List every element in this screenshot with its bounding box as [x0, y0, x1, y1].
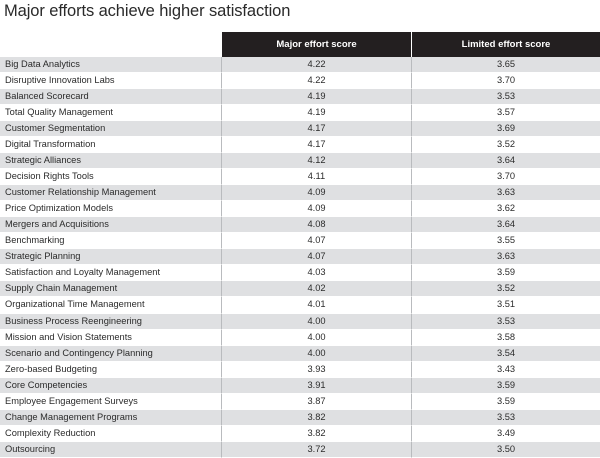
limited-effort-score-cell: 3.57 — [411, 105, 600, 121]
tool-name-cell: Total Quality Management — [0, 105, 221, 121]
table-row — [0, 281, 600, 297]
major-effort-score-cell: 4.00 — [221, 330, 411, 346]
major-effort-score-cell: 4.19 — [221, 89, 411, 105]
major-effort-score-cell: 4.08 — [221, 217, 411, 233]
tool-name-cell: Complexity Reduction — [0, 426, 221, 442]
major-effort-score-cell: 3.72 — [221, 442, 411, 458]
major-effort-score-cell: 4.03 — [221, 265, 411, 281]
header-row — [0, 32, 600, 57]
major-effort-score-cell: 4.17 — [221, 121, 411, 137]
limited-effort-score-cell: 3.43 — [411, 362, 600, 378]
tool-name-cell: Organizational Time Management — [0, 297, 221, 313]
limited-effort-score-cell: 3.64 — [411, 153, 600, 169]
table-row — [0, 89, 600, 105]
table-row — [0, 297, 600, 313]
table-row — [0, 217, 600, 233]
table-row — [0, 185, 600, 201]
major-effort-score-cell: 3.91 — [221, 378, 411, 394]
major-effort-score-cell: 4.07 — [221, 233, 411, 249]
major-effort-score-cell: 3.82 — [221, 410, 411, 426]
tool-name-cell: Decision Rights Tools — [0, 169, 221, 185]
tool-name-cell: Customer Segmentation — [0, 121, 221, 137]
tool-name-cell: Outsourcing — [0, 442, 221, 458]
major-effort-score-cell: 4.11 — [221, 169, 411, 185]
major-effort-score-cell: 4.01 — [221, 297, 411, 313]
tool-name-cell: Satisfaction and Loyalty Management — [0, 265, 221, 281]
tool-name-cell: Supply Chain Management — [0, 281, 221, 297]
limited-effort-score-cell: 3.69 — [411, 121, 600, 137]
header-limited-effort: Limited effort score — [411, 32, 600, 57]
limited-effort-score-cell: 3.53 — [411, 89, 600, 105]
major-effort-score-cell: 4.00 — [221, 314, 411, 330]
tool-name-cell: Strategic Planning — [0, 249, 221, 265]
tool-name-cell: Zero-based Budgeting — [0, 362, 221, 378]
table-row — [0, 201, 600, 217]
major-effort-score-cell: 4.19 — [221, 105, 411, 121]
limited-effort-score-cell: 3.62 — [411, 201, 600, 217]
table-row — [0, 346, 600, 362]
limited-effort-score-cell: 3.54 — [411, 346, 600, 362]
table-row — [0, 265, 600, 281]
limited-effort-score-cell: 3.64 — [411, 217, 600, 233]
limited-effort-score-cell: 3.50 — [411, 442, 600, 458]
limited-effort-score-cell: 3.53 — [411, 410, 600, 426]
limited-effort-score-cell: 3.63 — [411, 185, 600, 201]
tool-name-cell: Benchmarking — [0, 233, 221, 249]
limited-effort-score-cell: 3.59 — [411, 378, 600, 394]
major-effort-score-cell: 4.22 — [221, 73, 411, 89]
table-row — [0, 314, 600, 330]
table-row — [0, 121, 600, 137]
major-effort-score-cell: 3.87 — [221, 394, 411, 410]
header-major-effort: Major effort score — [221, 32, 411, 57]
major-effort-score-cell: 4.07 — [221, 249, 411, 265]
limited-effort-score-cell: 3.70 — [411, 73, 600, 89]
limited-effort-score-cell: 3.51 — [411, 297, 600, 313]
scores-table — [0, 32, 600, 458]
tool-name-cell: Customer Relationship Management — [0, 185, 221, 201]
tool-name-cell: Employee Engagement Surveys — [0, 394, 221, 410]
limited-effort-score-cell: 3.59 — [411, 394, 600, 410]
major-effort-score-cell: 4.09 — [221, 185, 411, 201]
tool-name-cell: Price Optimization Models — [0, 201, 221, 217]
tool-name-cell: Change Management Programs — [0, 410, 221, 426]
tool-name-cell: Big Data Analytics — [0, 57, 221, 73]
tool-name-cell: Core Competencies — [0, 378, 221, 394]
major-effort-score-cell: 4.12 — [221, 153, 411, 169]
chart-title: Major efforts achieve higher satisfaction — [4, 2, 291, 20]
table-row — [0, 57, 600, 73]
major-effort-score-cell: 3.82 — [221, 426, 411, 442]
limited-effort-score-cell: 3.63 — [411, 249, 600, 265]
limited-effort-score-cell: 3.52 — [411, 137, 600, 153]
table-row — [0, 233, 600, 249]
tool-name-cell: Strategic Alliances — [0, 153, 221, 169]
table-row — [0, 249, 600, 265]
table-row — [0, 378, 600, 394]
limited-effort-score-cell: 3.52 — [411, 281, 600, 297]
table-row — [0, 169, 600, 185]
tool-name-cell: Scenario and Contingency Planning — [0, 346, 221, 362]
tool-name-cell: Digital Transformation — [0, 137, 221, 153]
header-blank-cell — [0, 32, 221, 57]
table-body — [0, 57, 600, 458]
tool-name-cell: Mission and Vision Statements — [0, 330, 221, 346]
tool-name-cell: Disruptive Innovation Labs — [0, 73, 221, 89]
major-effort-score-cell: 4.02 — [221, 281, 411, 297]
limited-effort-score-cell: 3.59 — [411, 265, 600, 281]
table-row — [0, 153, 600, 169]
table-row — [0, 105, 600, 121]
limited-effort-score-cell: 3.49 — [411, 426, 600, 442]
limited-effort-score-cell: 3.65 — [411, 57, 600, 73]
table-row — [0, 426, 600, 442]
table-row — [0, 362, 600, 378]
tool-name-cell: Balanced Scorecard — [0, 89, 221, 105]
table-row — [0, 73, 600, 89]
major-effort-score-cell: 4.09 — [221, 201, 411, 217]
limited-effort-score-cell: 3.58 — [411, 330, 600, 346]
limited-effort-score-cell: 3.55 — [411, 233, 600, 249]
limited-effort-score-cell: 3.53 — [411, 314, 600, 330]
major-effort-score-cell: 3.93 — [221, 362, 411, 378]
tool-name-cell: Business Process Reengineering — [0, 314, 221, 330]
major-effort-score-cell: 4.00 — [221, 346, 411, 362]
limited-effort-score-cell: 3.70 — [411, 169, 600, 185]
table-row — [0, 394, 600, 410]
major-effort-score-cell: 4.17 — [221, 137, 411, 153]
tool-name-cell: Mergers and Acquisitions — [0, 217, 221, 233]
table-row — [0, 330, 600, 346]
table-row — [0, 442, 600, 458]
table-row — [0, 137, 600, 153]
major-effort-score-cell: 4.22 — [221, 57, 411, 73]
table-row — [0, 410, 600, 426]
